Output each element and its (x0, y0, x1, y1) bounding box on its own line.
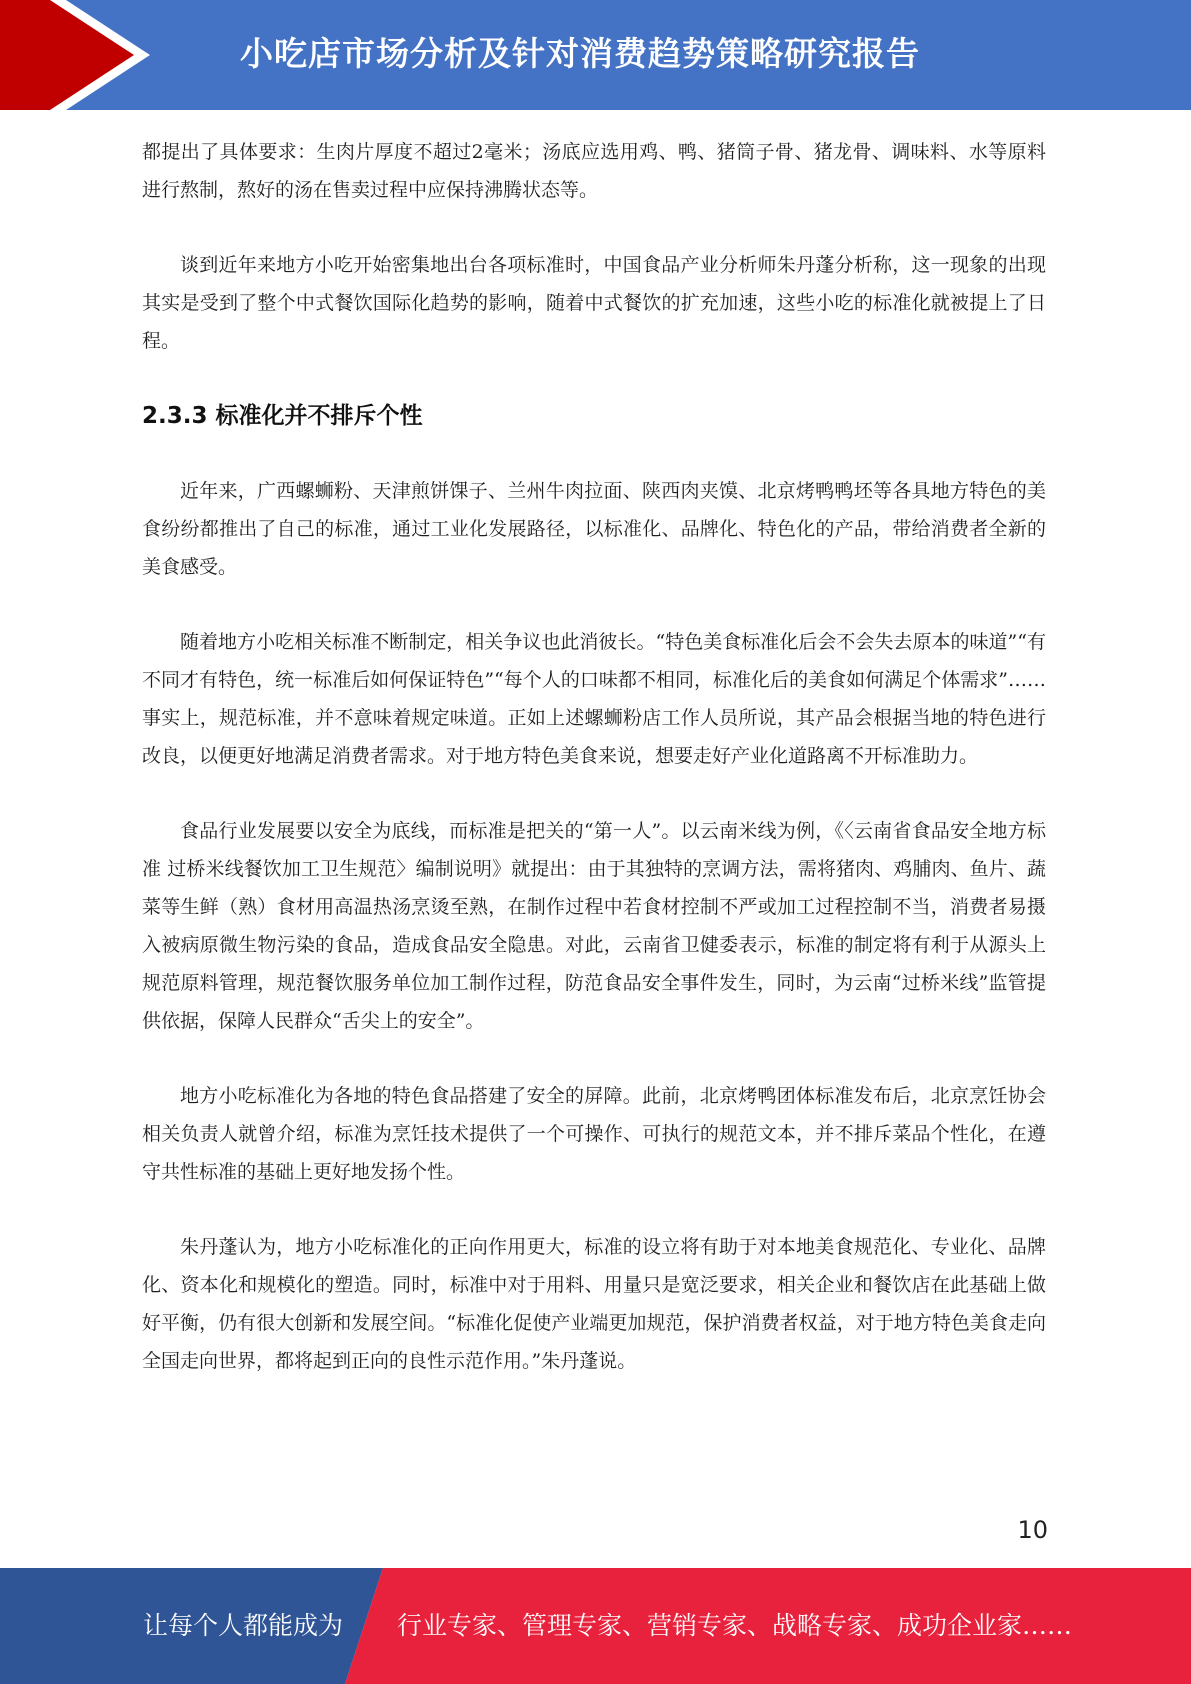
body-paragraph: 食品行业发展要以安全为底线，而标准是把关的“第一人”。以云南米线为例，《〈云南省食品安全地方标准 过桥米线餐饮加工卫生规范〉编制说明》就提出：由于其独特的烹调方法，需将猪肉、鸡脯肉、鱼片、蔬菜等生鲜（熟）食材用高温热汤烹烫至熟，在制作过程中若食材控制不严或加工过程控制不当，消费者易摄入被病原微生物污染的食品，造成食品安全隐患。对此，云南省卫健委表示，标准的制定将有利于从源头上规范原料管理，规范餐饮服务单位加工制作过程，防范食品安全事件发生，同时，为云南“过桥米线”监管提供依据，保障人民群众“舌尖上的安全”。 (142, 820, 1046, 1032)
section-heading: 2.3.3 标准化并不排斥个性 (142, 403, 423, 429)
footer-banner (0, 1568, 1191, 1684)
body-paragraph: 谈到近年来地方小吃开始密集地出台各项标准时，中国食品产业分析师朱丹蓬分析称，这一现象的出现其实是受到了整个中式餐饮国际化趋势的影响，随着中式餐饮的扩充加速，这些小吃的标准化就被提上了日程。 (142, 254, 1046, 352)
footer-slogan-left: 让每个人都能成为 (143, 1611, 344, 1640)
body-paragraph: 地方小吃标准化为各地的特色食品搭建了安全的屏障。此前，北京烤鸭团体标准发布后，北京烹饪协会相关负责人就曾介绍，标准为烹饪技术提供了一个可操作、可执行的规范文本，并不排斥菜品个性化，在遵守共性标准的基础上更好地发扬个性。 (142, 1085, 1046, 1183)
header-banner (0, 0, 1191, 110)
body-paragraph: 朱丹蓬认为，地方小吃标准化的正向作用更大，标准的设立将有助于对本地美食规范化、专业化、品牌化、资本化和规模化的塑造。同时，标准中对于用料、用量只是宽泛要求，相关企业和餐饮店在此基础上做好平衡，仍有很大创新和发展空间。“标准化促使产业端更加规范，保护消费者权益，对于地方特色美食走向全国走向世界，都将起到正向的良性示范作用。”朱丹蓬说。 (142, 1236, 1046, 1372)
body-paragraph: 随着地方小吃相关标准不断制定，相关争议也此消彼长。“特色美食标准化后会不会失去原本的味道”“有不同才有特色，统一标准后如何保证特色”“每个人的口味都不相同，标准化后的美食如何满足个体需求”……事实上，规范标准，并不意味着规定味道。正如上述螺蛳粉店工作人员所说，其产品会根据当地的特色进行改良，以便更好地满足消费者需求。对于地方特色美食来说，想要走好产业化道路离不开标准助力。 (142, 631, 1046, 767)
footer-slogan-right: 行业专家、管理专家、营销专家、战略专家、成功企业家…… (397, 1611, 1073, 1640)
body-paragraph: 都提出了具体要求：生肉片厚度不超过2毫米；汤底应选用鸡、鸭、猪筒子骨、猪龙骨、调味料、水等原料进行熬制，熬好的汤在售卖过程中应保持沸腾状态等。 (142, 141, 1046, 201)
document-title: 小吃店市场分析及针对消费趋势策略研究报告 (240, 34, 920, 73)
page-content (142, 133, 1046, 1380)
page-number: 10 (1017, 1516, 1048, 1544)
body-paragraph: 近年来，广西螺蛳粉、天津煎饼馃子、兰州牛肉拉面、陕西肉夹馍、北京烤鸭鸭坯等各具地方特色的美食纷纷都推出了自己的标准，通过工业化发展路径，以标准化、品牌化、特色化的产品，带给消费者全新的美食感受。 (142, 480, 1046, 578)
